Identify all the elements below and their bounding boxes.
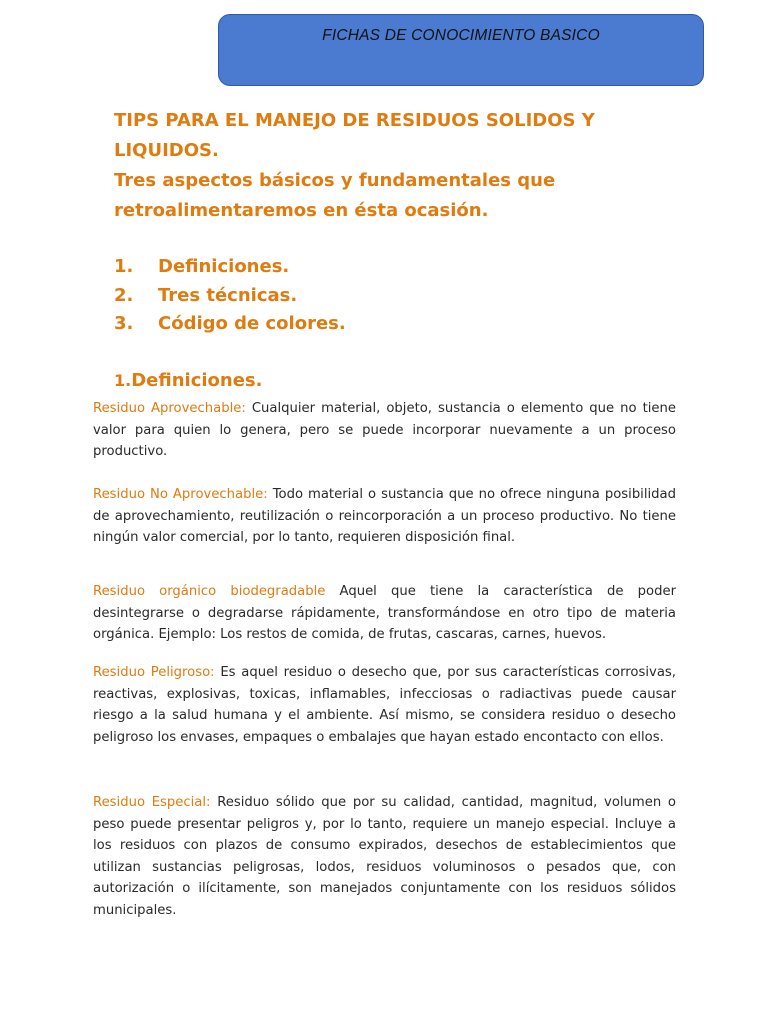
- section-number: 1.: [114, 371, 132, 390]
- definition-term: Residuo Peligroso:: [93, 665, 215, 680]
- definition-text: Cualquier material, objeto, sustancia o elemento que no tiene valor para quien lo genera, pero se puede incorporar nuevamente a un proceso productivo.: [93, 401, 676, 459]
- topics-list: [114, 253, 346, 339]
- definition-term: Residuo No Aprovechable:: [93, 487, 268, 502]
- list-item-number: 2.: [114, 284, 134, 306]
- list-item-label: Código de colores.: [158, 313, 346, 334]
- definition-text: Aquel que tiene la característica de poder desintegrarse o degradarse rápidamente, transformándose en otro tipo de materia orgánica. Ejemplo: Los restos de comida, de frutas, cascaras, carnes, huevos.: [93, 584, 676, 642]
- definition-paragraph: [93, 792, 676, 921]
- main-heading: TIPS PARA EL MANEJO DE RESIDUOS SOLIDOS Y LIQUIDOS.: [114, 110, 595, 161]
- header-title: FICHAS DE CONOCIMIENTO BASICO: [322, 27, 600, 44]
- list-item-label: Tres técnicas.: [158, 284, 298, 306]
- list-item-number: 1.: [114, 256, 134, 277]
- definition-term: Residuo orgánico biodegradable: [93, 584, 326, 599]
- list-item: [114, 282, 346, 311]
- list-item-number: 3.: [114, 313, 134, 334]
- definition-text: Residuo sólido que por su calidad, cantidad, magnitud, volumen o peso puede presentar peligros y, por lo tanto, requiere un manejo especial. Incluye a los residuos con plazos de consumo expirados, desechos de establecimientos que utilizan sustancias peligrosas, lodos, residuos voluminosos o pesados que, con autorización o ilícitamente, son manejados conjuntamente con los residuos sólidos municipales.: [93, 795, 676, 918]
- definition-text: Es aquel residuo o desecho que, por sus características corrosivas, reactivas, explosivas, toxicas, inflamables, infecciosas o radiactivas puede causar riesgo a la salud humana y el ambiente. Así mismo, se considera residuo o desecho peligroso los envases, empaques o embalajes que hayan estado encontacto con ellos.: [93, 665, 676, 745]
- heading-block: [114, 106, 674, 226]
- sub-heading: Tres aspectos básicos y fundamentales que retroalimentaremos en ésta ocasión.: [114, 170, 556, 221]
- definition-paragraph: [93, 484, 676, 549]
- list-item: [114, 310, 346, 339]
- list-item: [114, 253, 346, 282]
- section-title: [114, 366, 262, 396]
- definition-text: Todo material o sustancia que no ofrece ninguna posibilidad de aprovechamiento, reutilización o reincorporación a un proceso productivo. No tiene ningún valor comercial, por lo tanto, requieren disposición final.: [93, 487, 676, 545]
- definition-paragraph: [93, 581, 676, 646]
- definition-paragraph: [93, 662, 676, 748]
- header-banner: [218, 14, 704, 86]
- definition-term: Residuo Aprovechable:: [93, 401, 246, 416]
- definition-paragraph: [93, 398, 676, 463]
- definition-term: Residuo Especial:: [93, 795, 211, 810]
- section-label: Definiciones.: [131, 370, 263, 391]
- list-item-label: Definiciones.: [158, 256, 290, 277]
